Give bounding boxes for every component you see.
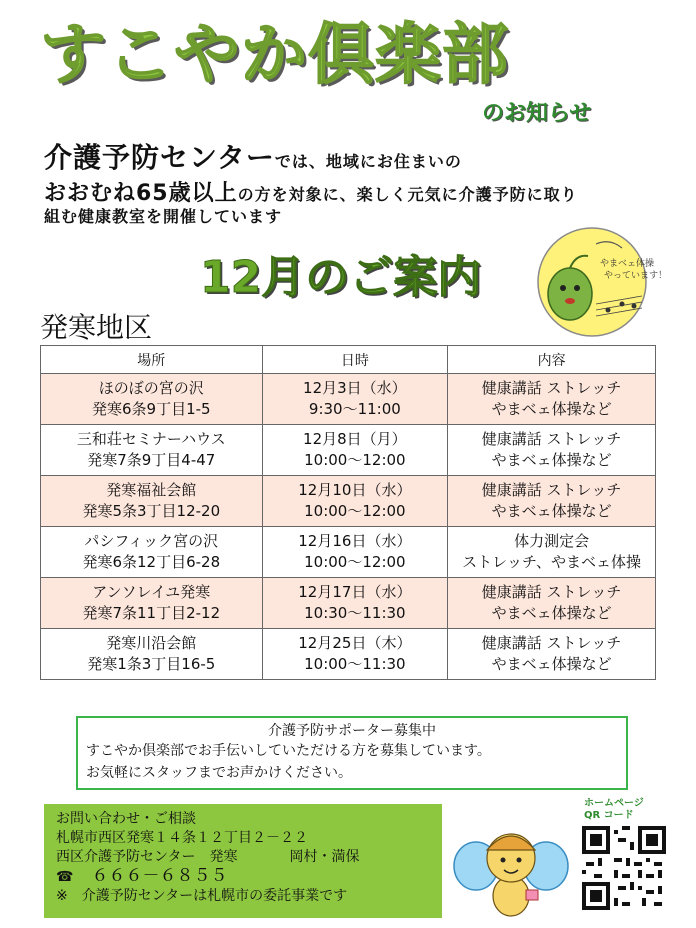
intro-line-1-rest: では、地域にお住まいの (274, 152, 462, 171)
schedule-table (40, 345, 656, 680)
content-cell (448, 629, 656, 680)
place-name: ほのぼの宮の沢 (98, 379, 204, 397)
content-cell (448, 374, 656, 425)
place-name: 三和荘セミナーハウス (76, 430, 226, 448)
contact-phone (56, 867, 442, 887)
datetime-cell (262, 425, 448, 476)
event-time: 10:00～12:00 (304, 553, 406, 571)
content-cell (448, 476, 656, 527)
supporter-recruit-box (76, 716, 628, 790)
content-main: 健康講話 ストレッチ (481, 634, 622, 652)
age-target: おおむね65歳以上 (44, 181, 238, 206)
place-name: アンソレイユ発寒 (92, 583, 211, 601)
center-name: 介護予防センター (44, 141, 275, 174)
center-branch: 西区介護予防センター 発寒 (56, 849, 238, 865)
intro-line-2-rest: の方を対象に、楽しく元気に介護予防に取り (237, 185, 578, 204)
contact-address: 札幌市西区発寒１４条１２丁目２－２２ (56, 830, 308, 846)
event-time: 10:00～11:30 (304, 655, 406, 673)
datetime-cell (262, 578, 448, 629)
place-cell (41, 374, 263, 425)
table-row (41, 374, 656, 425)
event-date: 12月25日（木） (298, 634, 412, 652)
content-sub: やまベェ体操など (491, 655, 612, 673)
content-sub: やまベェ体操など (491, 400, 612, 418)
event-date: 12月8日（月） (303, 430, 407, 448)
place-cell (41, 527, 263, 578)
table-header-row (41, 346, 656, 374)
datetime-cell (262, 629, 448, 680)
district-label: 発寒地区 (40, 311, 153, 344)
content-main: 体力測定会 (514, 532, 590, 550)
event-date: 12月3日（水） (303, 379, 407, 397)
place-cell (41, 578, 263, 629)
recruit-heading: 介護予防サポーター募集中 (268, 723, 436, 739)
staff-names: 岡村・満保 (289, 849, 360, 865)
event-time: 10:00～12:00 (304, 502, 406, 520)
content-cell (448, 425, 656, 476)
intro-line-1 (44, 136, 462, 176)
contact-note: ※ 介護予防センターは札幌市の委託事業です (56, 888, 348, 904)
event-date: 12月10日（水） (298, 481, 412, 499)
place-address: 発寒7条11丁目2-12 (82, 604, 221, 622)
content-main: 健康講話 ストレッチ (481, 379, 622, 397)
content-sub: やまベェ体操など (491, 451, 612, 469)
svg-text:やっています！: やっています！ (604, 271, 668, 281)
content-cell (448, 578, 656, 629)
intro-line-2 (44, 176, 578, 207)
content-cell (448, 527, 656, 578)
bee-mascot-illustration (452, 818, 570, 922)
place-address: 発寒6条9丁目1-5 (91, 400, 211, 418)
table-row (41, 578, 656, 629)
event-time: 10:30～11:30 (304, 604, 406, 622)
qr-code-icon[interactable] (582, 826, 666, 910)
event-time: 9:30～11:00 (308, 400, 401, 418)
page-title: すこやか倶楽部 (40, 16, 509, 93)
place-address: 発寒5条3丁目12-20 (82, 502, 221, 520)
header-place: 場所 (41, 346, 263, 374)
content-sub: ストレッチ、やまベェ体操 (462, 553, 641, 571)
yamabee-mascot-illustration (530, 226, 668, 338)
place-name: 発寒川沿会館 (106, 634, 197, 652)
header-datetime: 日時 (262, 346, 448, 374)
table-row (41, 425, 656, 476)
place-address: 発寒7条9丁目4-47 (87, 451, 216, 469)
contact-center (56, 848, 442, 867)
content-main: 健康講話 ストレッチ (481, 583, 622, 601)
place-name: パシフィック宮の沢 (84, 532, 219, 550)
phone-number: ６６６－６８５５ (91, 866, 228, 886)
qr-label-code: QR コード (584, 810, 634, 821)
content-sub: やまベェ体操など (491, 502, 612, 520)
content-sub: やまベェ体操など (491, 604, 612, 622)
place-cell (41, 476, 263, 527)
place-address: 発寒1条3丁目16-5 (87, 655, 216, 673)
content-main: 健康講話 ストレッチ (481, 430, 622, 448)
datetime-cell (262, 374, 448, 425)
event-time: 10:00～12:00 (304, 451, 406, 469)
table-row (41, 476, 656, 527)
contact-heading: お問い合わせ・ご相談 (56, 811, 196, 827)
phone-icon: ☎ (56, 869, 74, 885)
datetime-cell (262, 527, 448, 578)
header-content: 内容 (448, 346, 656, 374)
intro-line-3: 組む健康教室を開催しています (44, 207, 283, 226)
contact-box (44, 804, 442, 918)
qr-label (584, 798, 644, 822)
table-row (41, 527, 656, 578)
table-row (41, 629, 656, 680)
svg-text:やまベェ体操: やまベェ体操 (600, 259, 655, 269)
place-address: 発寒6条12丁目6-28 (82, 553, 221, 571)
event-date: 12月17日（水） (298, 583, 412, 601)
month-heading: 12月のご案内 (200, 252, 482, 303)
qr-label-homepage: ホームページ (584, 798, 644, 809)
event-date: 12月16日（水） (298, 532, 412, 550)
place-name: 発寒福祉会館 (106, 481, 197, 499)
place-cell (41, 629, 263, 680)
place-cell (41, 425, 263, 476)
content-main: 健康講話 ストレッチ (481, 481, 622, 499)
recruit-line-2: お気軽にスタッフまでお声かけください。 (86, 765, 352, 781)
page-subtitle: のお知らせ (482, 101, 592, 126)
datetime-cell (262, 476, 448, 527)
recruit-line-1: すこやか倶楽部でお手伝いしていただける方を募集しています。 (86, 743, 491, 759)
